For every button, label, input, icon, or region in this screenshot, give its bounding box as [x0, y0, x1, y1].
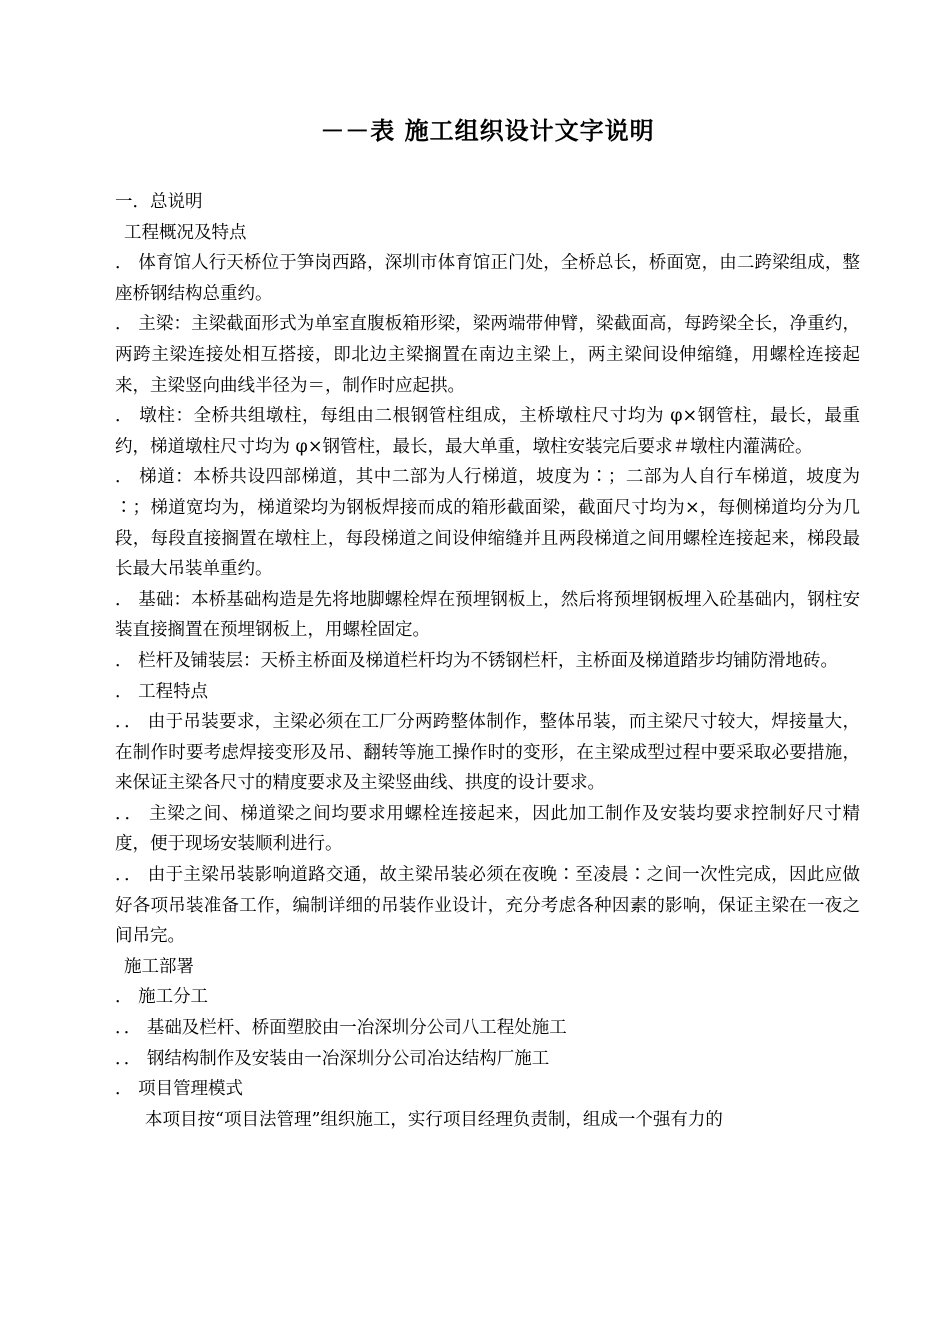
- paragraph-management-mode: ． 项目管理模式: [115, 1079, 244, 1100]
- document-title: －－表 施工组织设计文字说明: [320, 116, 655, 145]
- paragraph-railings: ． 栏杆及铺装层：天桥主桥面及梯道栏杆均为不锈钢栏杆，主桥面及梯道踏步均铺防滑地砖。: [115, 650, 839, 671]
- paragraph-feature-bolting: ．． 主梁之间、梯道梁之间均要求用螺栓连接起来，因此加工制作及安装均要求控制好尺寸精度，便于现场安装顺利进行。: [115, 803, 860, 855]
- paragraph-main-girder: ． 主梁：主梁截面形式为单室直腹板箱形梁，梁两端带伸臂，梁截面高，每跨梁全长，净重约，两跨主梁连接处相互搭接，即北边主梁搁置在南边主梁上，两主梁间设伸缩缝，用螺栓连接起来，主梁竖向曲线半径为＝，制作时应起拱。: [115, 314, 860, 396]
- paragraph-stairways: ． 梯道：本桥共设四部梯道，其中二部为人行梯道，坡度为∶；二部为人自行车梯道，坡度为∶；梯道宽均为，梯道梁均为钢板焊接而成的箱形截面梁，截面尺寸均为×，每侧梯道均分为几段，每段直接搁置在墩柱上，每段梯道之间设伸缩缝并且两段梯道之间用螺栓连接起来，梯段最长最大吊装单重约。: [115, 467, 860, 580]
- paragraph-feature-lifting: ．． 由于吊装要求，主梁必须在工厂分两跨整体制作，整体吊装，而主梁尺寸较大，焊接量大，在制作时要考虑焊接变形及吊、翻转等施工操作时的变形，在主梁成型过程中要采取必要措施，来保证主梁各尺寸的精度要求及主梁竖曲线、拱度的设计要求。: [115, 712, 860, 794]
- subsection-heading-overview: 工程概况及特点: [124, 222, 247, 243]
- subsection-heading-features: ． 工程特点: [115, 681, 209, 702]
- paragraph-foundation: ． 基础：本桥基础构造是先将地脚螺栓焊在预埋钢板上，然后将预埋钢板埋入砼基础内，钢柱安装直接搁置在预埋钢板上，用螺栓固定。: [115, 589, 860, 641]
- paragraph-foundation-contractor: ．． 基础及栏杆、桥面塑胶由一冶深圳分公司八工程处施工: [115, 1018, 567, 1039]
- section-heading-general: 一．总说明: [115, 192, 203, 212]
- subsection-heading-deployment: 施工部署: [124, 956, 194, 977]
- paragraph-steel-contractor: ．． 钢结构制作及安装由一冶深圳分公司冶达结构厂施工: [115, 1048, 550, 1069]
- paragraph-division-of-work: ． 施工分工: [115, 987, 209, 1008]
- paragraph-piers: ． 墩柱：全桥共组墩柱，每组由二根钢管柱组成，主桥墩柱尺寸均为 φ×钢管柱，最长，最重约，梯道墩柱尺寸均为 φ×钢管柱，最长，最大单重，墩柱安装完后要求＃墩柱内灌满砼。: [115, 406, 860, 457]
- document-body: [115, 187, 860, 1135]
- paragraph-project-management: 本项目按“项目法管理”组织施工，实行项目经理负责制，组成一个强有力的: [145, 1109, 723, 1130]
- paragraph-feature-night-lifting: ．． 由于主梁吊装影响道路交通，故主梁吊装必须在夜晚∶至凌晨∶之间一次性完成，因此应做好各项吊装准备工作，编制详细的吊装作业设计，充分考虑各种因素的影响，保证主梁在一夜之间吊完。: [115, 865, 860, 947]
- paragraph-bridge-location: ． 体育馆人行天桥位于笋岗西路，深圳市体育馆正门处，全桥总长，桥面宽，由二跨梁组成，整座桥钢结构总重约。: [115, 253, 860, 304]
